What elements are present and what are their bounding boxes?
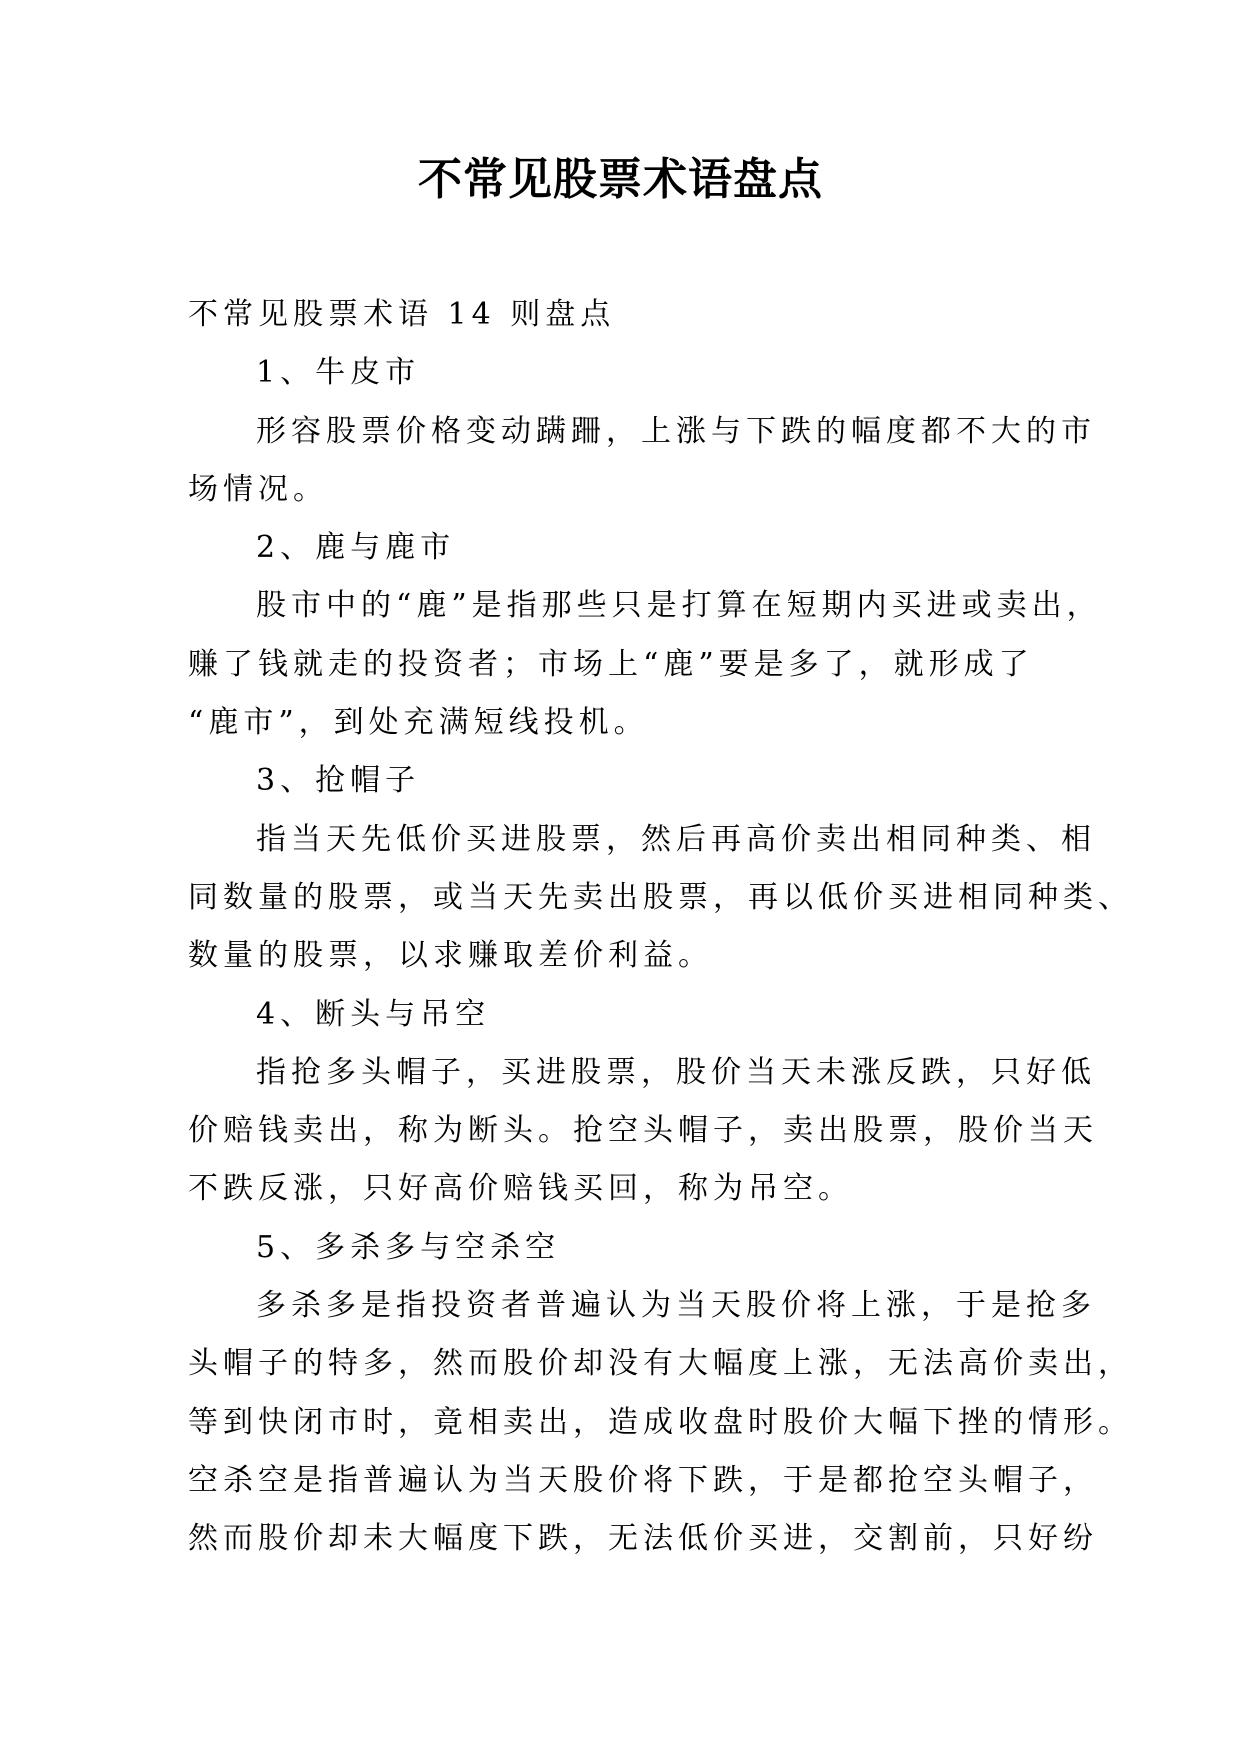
paragraph-line: 然而股价却未大幅度下跌，无法低价买进，交割前，只好纷	[188, 1521, 1098, 1557]
term-heading-3: 3、抢帽子	[256, 763, 421, 799]
paragraph-line: 同数量的股票，或当天先卖出股票，再以低价买进相同种类、	[188, 879, 1133, 915]
term-heading-4: 4、断头与吊空	[256, 996, 491, 1032]
paragraph-line: 赚了钱就走的投资者；市场上“鹿”要是多了，就形成了	[188, 646, 1034, 682]
paragraph-line: 多杀多是指投资者普遍认为当天股价将上涨，于是抢多	[256, 1288, 1096, 1324]
paragraph-line: 形容股票价格变动蹒跚，上涨与下跌的幅度都不大的市	[256, 413, 1096, 449]
document-body	[188, 286, 1133, 1569]
paragraph-line: 场情况。	[188, 471, 328, 507]
intro-line: 不常见股票术语 14 则盘点	[188, 297, 616, 332]
term-heading-5: 5、多杀多与空杀空	[256, 1229, 561, 1265]
paragraph-line: 价赔钱卖出，称为断头。抢空头帽子，卖出股票，股价当天	[188, 1113, 1098, 1149]
paragraph-line: 等到快闭市时，竟相卖出，造成收盘时股价大幅下挫的情形。	[188, 1404, 1133, 1440]
paragraph-line: 头帽子的特多，然而股价却没有大幅度上涨，无法高价卖出，	[188, 1346, 1133, 1382]
paragraph-line: 指当天先低价买进股票，然后再高价卖出相同种类、相	[256, 821, 1096, 857]
paragraph-line: 不跌反涨，只好高价赔钱买回，称为吊空。	[188, 1171, 853, 1207]
term-heading-2: 2、鹿与鹿市	[256, 530, 456, 566]
paragraph-line: 股市中的“鹿”是指那些只是打算在短期内买进或卖出，	[256, 588, 1102, 624]
paragraph-line: 指抢多头帽子，买进股票，股价当天未涨反跌，只好低	[256, 1054, 1096, 1090]
paragraph-line: 空杀空是指普遍认为当天股价将下跌，于是都抢空头帽子，	[188, 1462, 1098, 1498]
paragraph-line: “鹿市”，到处充满短线投机。	[188, 705, 649, 741]
document-title: 不常见股票术语盘点	[418, 154, 823, 205]
term-heading-1: 1、牛皮市	[256, 355, 421, 391]
paragraph-line: 数量的股票，以求赚取差价利益。	[188, 938, 713, 974]
